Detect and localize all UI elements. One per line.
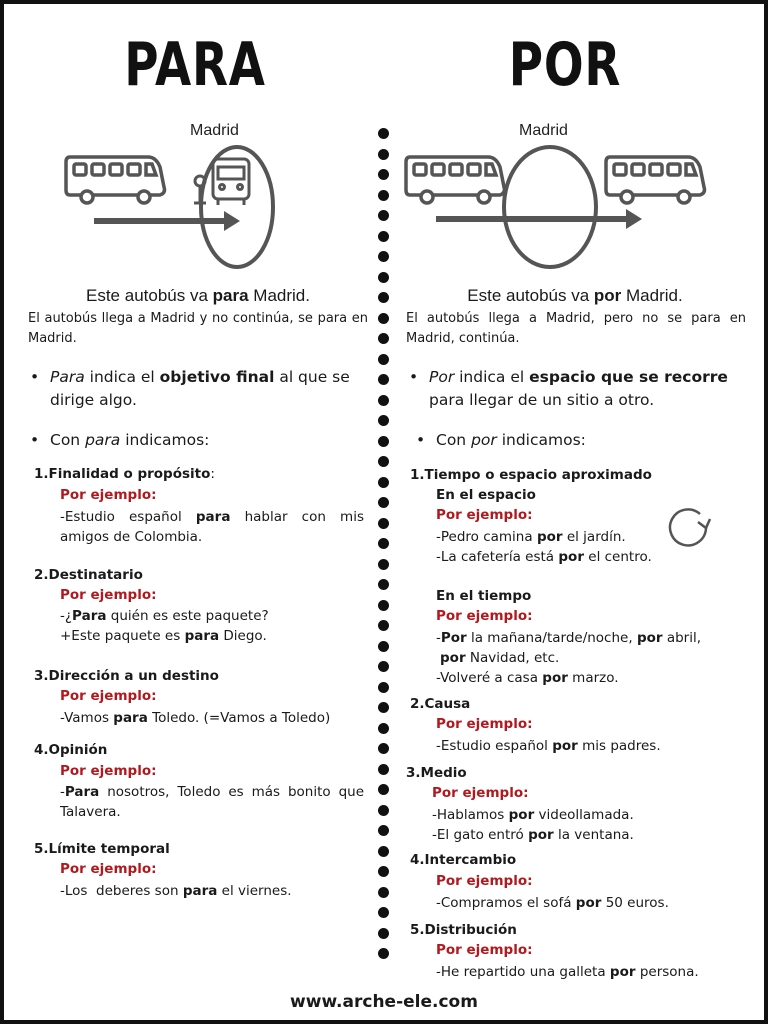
- divider-dot: [378, 846, 389, 857]
- divider-dot: [378, 374, 389, 385]
- example-label: Por ejemplo:: [60, 487, 157, 503]
- divider-dot: [378, 190, 389, 201]
- divider-dot: [378, 251, 389, 262]
- bus-through-illustration: [400, 145, 710, 275]
- bullet-icon: •: [409, 368, 419, 386]
- para-sentence: Este autobús va para Madrid.: [86, 286, 310, 305]
- por-title: POR: [508, 30, 622, 100]
- por-section-3-title: 3.Medio: [406, 765, 467, 781]
- divider-dot: [378, 948, 389, 959]
- divider-dot: [378, 559, 389, 570]
- bullet-icon: •: [30, 431, 40, 449]
- para-title: PARA: [124, 30, 266, 100]
- para-section-3-title: 3.Dirección a un destino: [34, 668, 219, 684]
- por-section-4-title: 4.Intercambio: [410, 852, 517, 868]
- divider-dot: [378, 354, 389, 365]
- example-label: Por ejemplo:: [60, 861, 157, 877]
- divider-dot: [378, 641, 389, 652]
- divider-dot: [378, 415, 389, 426]
- bullet-icon: •: [30, 368, 40, 386]
- divider-dot: [378, 477, 389, 488]
- divider-dot: [378, 887, 389, 898]
- divider-dot: [378, 661, 389, 672]
- divider-dot: [378, 518, 389, 529]
- example-line: -Para nosotros, Toledo es más bonito que Talavera.: [60, 784, 364, 820]
- divider-dot: [378, 784, 389, 795]
- dotted-divider: [378, 128, 390, 970]
- bus-icon: [66, 157, 165, 203]
- por-section-1-title: 1.Tiempo o espacio aproximado: [410, 467, 652, 483]
- bus-front-icon: [213, 159, 249, 205]
- divider-dot: [378, 231, 389, 242]
- divider-dot: [378, 702, 389, 713]
- example-line: -Los deberes son para el viernes.: [60, 883, 292, 899]
- madrid-circle: [504, 147, 596, 267]
- example-line: -Vamos para Toledo. (=Vamos a Toledo): [60, 710, 331, 726]
- divider-dot: [378, 805, 389, 816]
- example-line: por Navidad, etc.: [440, 650, 560, 666]
- por-section-2-title: 2.Causa: [410, 696, 471, 712]
- example-line: -La cafetería está por el centro.: [436, 549, 652, 565]
- example-line: -Por la mañana/tarde/noche, por abril,: [436, 630, 702, 646]
- example-label: Por ejemplo:: [436, 608, 533, 624]
- example-line: -El gato entró por la ventana.: [432, 827, 634, 843]
- example-label: Por ejemplo:: [60, 587, 157, 603]
- example-label: Por ejemplo:: [436, 873, 533, 889]
- para-section-1-title: 1.Finalidad o propósito:: [34, 466, 215, 482]
- divider-dot: [378, 907, 389, 918]
- divider-dot: [378, 128, 389, 139]
- arrow-icon: [436, 209, 642, 229]
- divider-dot: [378, 538, 389, 549]
- divider-dot: [378, 497, 389, 508]
- example-line: -Pedro camina por el jardín.: [436, 529, 626, 545]
- para-section-5-title: 5.Límite temporal: [34, 841, 170, 857]
- example-line: -Compramos el sofá por 50 euros.: [436, 895, 669, 911]
- divider-dot: [378, 395, 389, 406]
- divider-dot: [378, 825, 389, 836]
- example-label: Por ejemplo:: [60, 763, 157, 779]
- por-bullet-indicamos: • Con por indicamos:: [436, 429, 756, 452]
- rotate-arrow-icon: [666, 506, 714, 550]
- example-line: +Este paquete es para Diego.: [60, 628, 267, 644]
- city-label-right: Madrid: [519, 122, 568, 139]
- divider-dot: [378, 620, 389, 631]
- divider-dot: [378, 456, 389, 467]
- example-label: Por ejemplo:: [60, 688, 157, 704]
- divider-dot: [378, 600, 389, 611]
- example-label: Por ejemplo:: [432, 785, 529, 801]
- divider-dot: [378, 579, 389, 590]
- bullet-icon: •: [416, 431, 426, 449]
- divider-dot: [378, 313, 389, 324]
- divider-dot: [378, 928, 389, 939]
- divider-dot: [378, 723, 389, 734]
- example-line: -Hablamos por videollamada.: [432, 807, 634, 823]
- por-bullet-space: • Por indica el espacio que se recorre para llegar de un sitio a otro.: [409, 368, 728, 409]
- divider-dot: [378, 149, 389, 160]
- por-explanation: El autobús llega a Madrid, pero no se para en Madrid, continúa.: [406, 311, 746, 346]
- para-section-4-title: 4.Opinión: [34, 742, 108, 758]
- por-subsection-time: En el tiempo: [436, 588, 532, 604]
- para-explanation: El autobús llega a Madrid y no continúa, se para en Madrid.: [28, 311, 368, 346]
- example-label: Por ejemplo:: [436, 507, 533, 523]
- example-line: -Volveré a casa por marzo.: [436, 670, 619, 686]
- divider-dot: [378, 272, 389, 283]
- example-label: Por ejemplo:: [436, 716, 533, 732]
- example-line: -¿Para quién es este paquete?: [60, 608, 269, 624]
- example-line: -He repartido una galleta por persona.: [436, 964, 699, 980]
- para-section-2-title: 2.Destinatario: [34, 567, 143, 583]
- footer-website: www.arche-ele.com: [290, 992, 478, 1012]
- divider-dot: [378, 682, 389, 693]
- bus-icon: [406, 157, 505, 203]
- divider-dot: [378, 169, 389, 180]
- example-line: -Estudio español para hablar con mis amigos de Colombia.: [60, 509, 364, 545]
- divider-dot: [378, 333, 389, 344]
- divider-dot: [378, 866, 389, 877]
- divider-dot: [378, 436, 389, 447]
- para-bullet-objective: • Para indica el objetivo final al que se dirige algo.: [30, 368, 350, 409]
- example-line: -Estudio español por mis padres.: [436, 738, 661, 754]
- divider-dot: [378, 292, 389, 303]
- divider-dot: [378, 210, 389, 221]
- city-label-left: Madrid: [190, 122, 239, 139]
- por-sentence: Este autobús va por Madrid.: [467, 286, 683, 305]
- por-section-5-title: 5.Distribución: [410, 922, 517, 938]
- por-subsection-space: En el espacio: [436, 487, 536, 503]
- arrow-icon: [94, 211, 240, 231]
- para-bullet-indicamos: • Con para indicamos:: [50, 429, 370, 452]
- example-label: Por ejemplo:: [436, 942, 533, 958]
- divider-dot: [378, 764, 389, 775]
- bus-icon: [606, 157, 705, 203]
- divider-dot: [378, 743, 389, 754]
- bus-stop-illustration: [60, 145, 290, 275]
